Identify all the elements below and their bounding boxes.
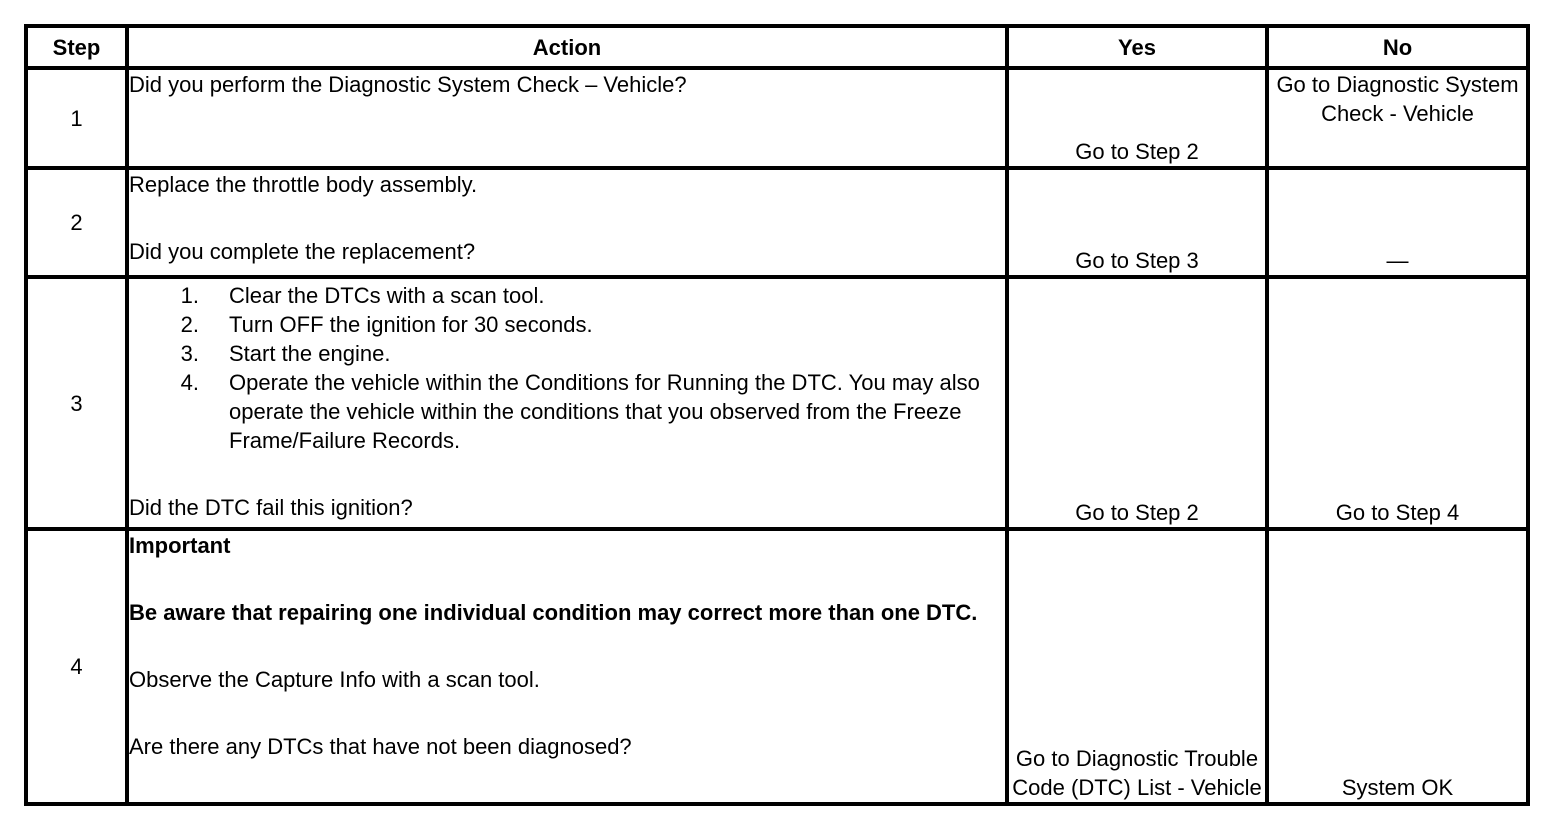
- step-number: 3: [26, 277, 127, 529]
- substep-text: Start the engine.: [229, 341, 391, 366]
- spacer: [129, 694, 1005, 732]
- list-item: [129, 310, 1005, 339]
- yes-cell: Go to Step 3: [1007, 168, 1267, 277]
- table-row: [26, 168, 1528, 277]
- header-yes: Yes: [1007, 26, 1267, 68]
- step-number: 4: [26, 529, 127, 804]
- header-step: Step: [26, 26, 127, 68]
- table-row: [26, 277, 1528, 529]
- substep-text: Clear the DTCs with a scan tool.: [229, 283, 545, 308]
- header-action: Action: [127, 26, 1007, 68]
- header-no: No: [1267, 26, 1528, 68]
- spacer: [129, 560, 1005, 598]
- action-question: Did you perform the Diagnostic System Check – Vehicle?: [129, 72, 687, 97]
- action-instruction: Observe the Capture Info with a scan tool.: [129, 667, 540, 692]
- substep-number: 3.: [180, 341, 199, 366]
- diagnostic-table: [24, 24, 1530, 806]
- substep-number: 1.: [180, 283, 199, 308]
- list-item: [129, 368, 1005, 455]
- important-label: Important: [129, 533, 231, 558]
- step-number: 1: [26, 68, 127, 168]
- no-cell: System OK: [1267, 529, 1528, 804]
- action-cell: [127, 68, 1007, 168]
- action-cell: [127, 529, 1007, 804]
- spacer: [129, 627, 1005, 665]
- substep-list: [129, 281, 1005, 455]
- step-number: 2: [26, 168, 127, 277]
- substep-number: 2.: [180, 312, 199, 337]
- action-question: Are there any DTCs that have not been diagnosed?: [129, 734, 632, 759]
- important-text: Be aware that repairing one individual condition may correct more than one DTC.: [129, 600, 978, 625]
- action-cell: [127, 168, 1007, 277]
- list-item: [129, 339, 1005, 368]
- substep-number: 4.: [180, 370, 199, 395]
- action-cell: [127, 277, 1007, 529]
- spacer: [129, 455, 1005, 493]
- yes-cell: Go to Step 2: [1007, 277, 1267, 529]
- yes-cell: Go to Step 2: [1007, 68, 1267, 168]
- no-cell: Go to Step 4: [1267, 277, 1528, 529]
- substep-text: Operate the vehicle within the Conditions for Running the DTC. You may also operate the vehicle within the conditions that you observed from the Freeze Frame/Failure Records.: [229, 370, 980, 453]
- no-cell: Go to Diagnostic System Check - Vehicle: [1267, 68, 1528, 168]
- yes-cell: Go to Diagnostic Trouble Code (DTC) List - Vehicle: [1007, 529, 1267, 804]
- spacer: [129, 199, 1005, 237]
- table-row: [26, 68, 1528, 168]
- no-cell: —: [1267, 168, 1528, 277]
- action-question: Did the DTC fail this ignition?: [129, 495, 413, 520]
- header-row: [26, 26, 1528, 68]
- table-row: [26, 529, 1528, 804]
- list-item: [129, 281, 1005, 310]
- action-instruction: Replace the throttle body assembly.: [129, 172, 478, 197]
- action-question: Did you complete the replacement?: [129, 239, 476, 264]
- substep-text: Turn OFF the ignition for 30 seconds.: [229, 312, 593, 337]
